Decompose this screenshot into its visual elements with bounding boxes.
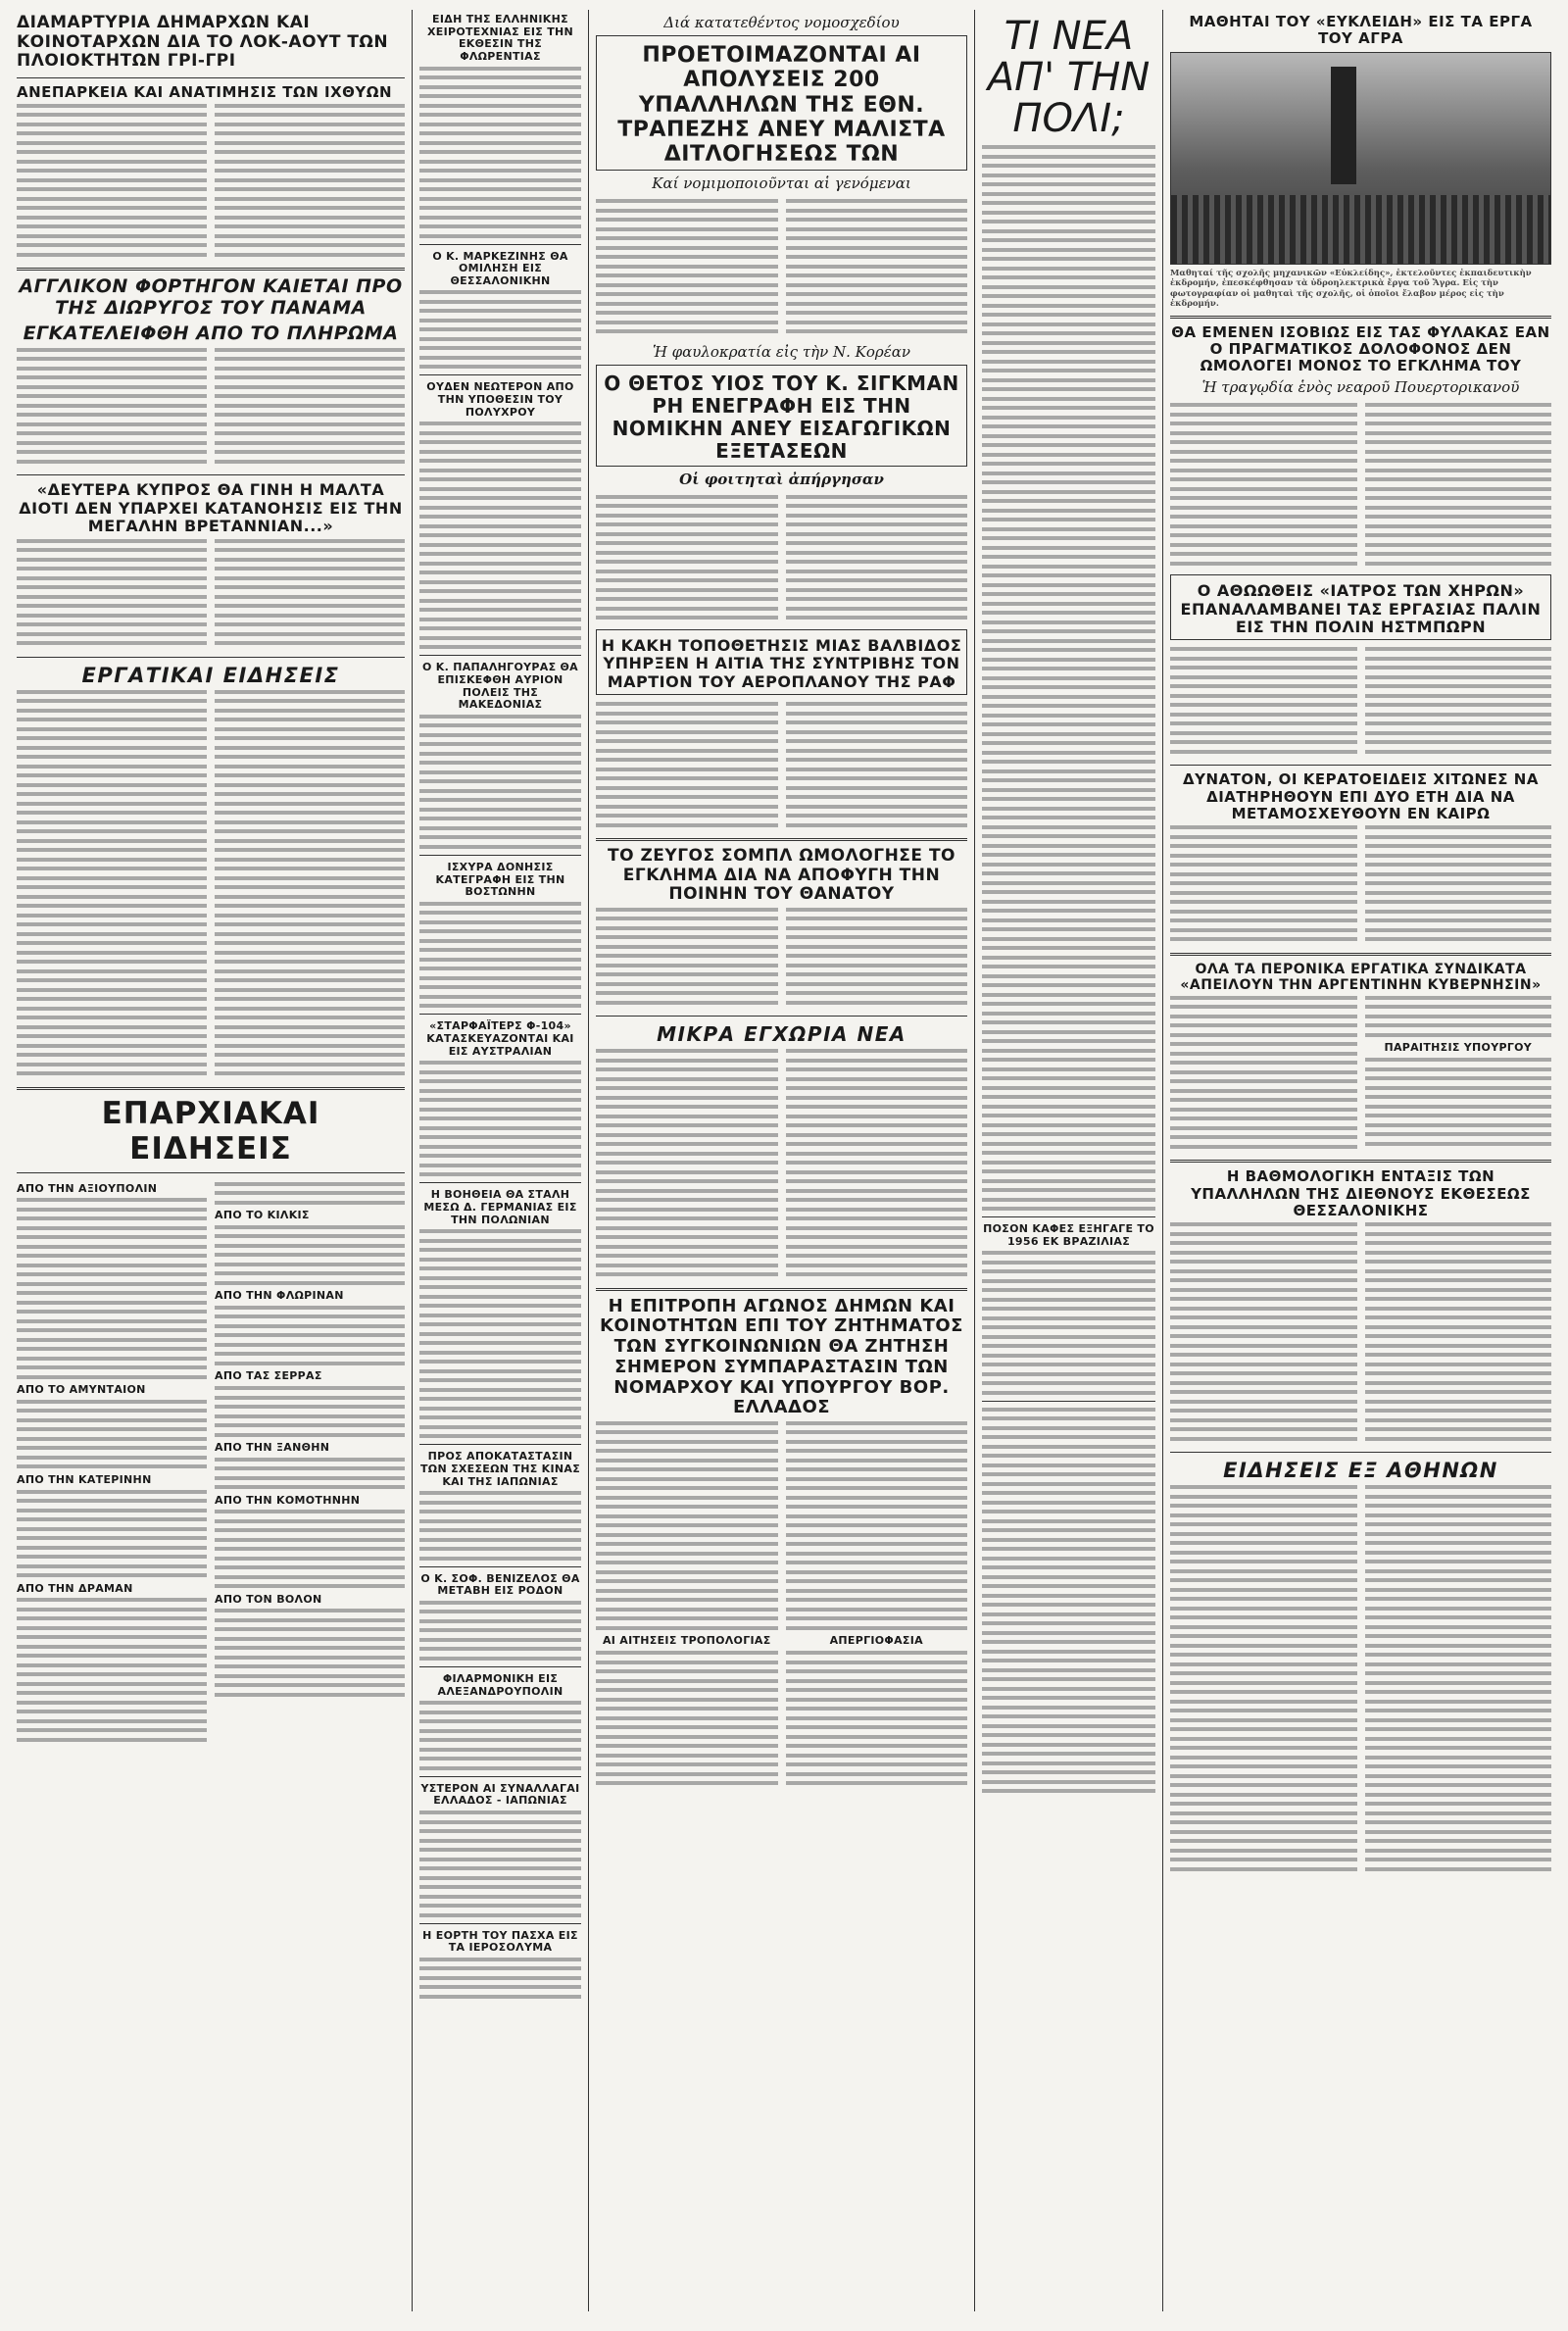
body-text [596, 1651, 778, 1785]
body-text [1365, 1485, 1552, 1876]
body-text [17, 1490, 207, 1578]
body-text [596, 702, 778, 832]
article-peronist-text [1170, 993, 1551, 1155]
body-text [419, 1229, 581, 1438]
body-text [419, 1701, 581, 1770]
deck-puerto-rican: Ἡ τραγῳδία ἑνὸς νεαροῦ Πουερτορικανοῦ [1201, 378, 1520, 397]
body-text [982, 1408, 1155, 1794]
headline-fair-employees: Η ΒΑΘΜΟΛΟΓΙΚΗ ΕΝΤΑΞΙΣ ΤΩΝ ΥΠΑΛΛΗΛΩΝ ΤΗΣ ΔΙΕΘΝΟΥΣ ΕΚΘΕΣΕΩΣ ΘΕΣΣΑΛΟΝΙΚΗΣ [1191, 1167, 1531, 1219]
news-photo [1170, 52, 1551, 265]
headline-transport-committee: Η ΕΠΙΤΡΟΠΗ ΑΓΩΝΟΣ ΔΗΜΩΝ ΚΑΙ ΚΟΙΝΟΤΗΤΩΝ ΕΠΙ ΤΟΥ ΖΗΤΗΜΑΤΟΣ ΤΩΝ ΣΥΓΚΟΙΝΩΝΙΩΝ ΘΑ ΖΗΤΗΣΗ ΣΗΜΕΡΟΝ ΣΥΜΠΑΡΑΣΤΑΣΙΝ ΤΩΝ ΝΟΜΑΡΧΟΥ ΚΑΙ ΥΠΟΥΡΓΟΥ ΒΟΡ. ΕΛΛΑΔΟΣ [600, 1295, 963, 1418]
headline-news-from-the-city: ΤΙ ΝΕΑ ΑΠ' ΤΗΝ ΠΟΛΙ; [987, 14, 1151, 141]
divider [1170, 765, 1551, 766]
divider [419, 655, 581, 656]
body-text [215, 1306, 405, 1365]
divider [17, 1087, 405, 1090]
provincial-left [17, 1179, 207, 1748]
body-text [1170, 1222, 1357, 1446]
prov-heading: ΑΠΟ ΤΗΝ ΞΑΝΘΗΝ [215, 1441, 330, 1455]
body-text [786, 908, 968, 1011]
article-widows-text [1170, 644, 1551, 759]
column-3 [588, 10, 974, 2311]
body-text [419, 715, 581, 849]
divider [1170, 316, 1551, 319]
body-text [17, 1400, 207, 1469]
peronist-right [1365, 993, 1552, 1155]
headline-box-bank-layoffs [596, 35, 967, 171]
body-text [215, 1458, 405, 1490]
subhead-fish-prices: ΑΝΕΠΑΡΚΕΙΑ ΚΑΙ ΑΝΑΤΙΜΗΣΙΣ ΤΩΝ ΙΧΘΥΩΝ [17, 82, 393, 101]
headline-rhee-son: Ο ΘΕΤΟΣ ΥΙΟΣ ΤΟΥ Κ. ΣΙΓΚΜΑΝ ΡΗ ΕΝΕΓΡΑΦΗ ΕΙΣ ΤΗΝ ΝΟΜΙΚΗΝ ΑΝΕΥ ΕΙΣΑΓΩΓΙΚΩΝ ΕΞΕΤΑΣΕΩΝ [604, 371, 959, 463]
body-text [215, 1225, 405, 1285]
headline-easter-jerusalem: Η ΕΟΡΤΗ ΤΟΥ ΠΑΣΧΑ ΕΙΣ ΤΑ ΙΕΡΟΣΟΛΥΜΑ [422, 1928, 578, 1955]
headline-sobel-couple: ΤΟ ΖΕΥΓΟΣ ΣΟΜΠΛ ΩΜΟΛΟΓΗΣΕ ΤΟ ΕΓΚΛΗΜΑ ΔΙΑ ΝΑ ΑΠΟΦΥΓΗ ΤΗΝ ΠΟΙΝΗΝ ΤΟΥ ΘΑΝΑΤΟΥ [608, 846, 956, 905]
body-text [419, 422, 581, 649]
article-labour-text [17, 687, 405, 1081]
divider [596, 1016, 967, 1017]
article-sobel-text [596, 905, 967, 1011]
headline-bank-layoffs: ΠΡΟΕΤΟΙΜΑΖΟΝΤΑΙ ΑΙ ΑΠΟΛΥΣΕΙΣ 200 ΥΠΑΛΛΗΛΩΝ ΤΗΣ ΕΘΝ. ΤΡΑΠΕΖΗΣ ΑΝΕΥ ΜΑΛΙΣΤΑ ΔΙΤΛΟΓΗΣΕΩΣ ΤΩΝ [617, 43, 946, 168]
prov-heading: ΑΠΟ ΤΗΝ ΑΞΙΟΥΠΟΛΙΝ [17, 1181, 158, 1195]
prov-heading: ΑΠΟ ΤΗΝ ΔΡΑΜΑΝ [17, 1581, 133, 1595]
body-text [419, 67, 581, 238]
body-text [1170, 996, 1357, 1155]
prov-heading: ΑΠΟ ΤΟ ΚΙΛΚΙΣ [215, 1209, 310, 1222]
divider [982, 1401, 1155, 1402]
article-rhee-text [596, 492, 967, 625]
divider [596, 1288, 967, 1291]
divider [982, 1216, 1155, 1217]
photo-crowd [1171, 195, 1550, 264]
body-text [1365, 1058, 1552, 1146]
prov-heading: ΑΠΟ ΤΑΣ ΣΕΡΡΑΣ [215, 1369, 322, 1383]
body-text [596, 1421, 778, 1630]
divider [17, 474, 405, 475]
divider [1170, 953, 1551, 956]
article-athens-text [1170, 1482, 1551, 1876]
transport-left [596, 1418, 778, 1791]
headline-cornea: ΔΥΝΑΤΟΝ, ΟΙ ΚΕΡΑΤΟΕΙΔΕΙΣ ΧΙΤΩΝΕΣ ΝΑ ΔΙΑΤΗΡΗΘΟΥΝ ΕΠΙ ΔΥΟ ΕΤΗ ΔΙΑ ΝΑ ΜΕΤΑΜΟΣΧΕΥΘΟΥΝ ΕΝ ΚΑΙΡΩ [1183, 770, 1539, 822]
article-cornea-text [1170, 822, 1551, 947]
body-text [982, 1251, 1155, 1395]
provincial-right [215, 1179, 405, 1748]
body-text [215, 539, 405, 651]
body-text [786, 1421, 968, 1630]
body-text [215, 104, 405, 263]
body-text [1365, 996, 1552, 1037]
headline-venizelos: Ο Κ. ΣΟΦ. ΒΕΝΙΖΕΛΟΣ ΘΑ ΜΕΤΑΒΗ ΕΙΣ ΡΟΔΟΝ [420, 1571, 580, 1598]
body-text [596, 495, 778, 625]
body-text [215, 690, 405, 1081]
body-text [215, 1182, 405, 1205]
body-text [17, 104, 207, 263]
deck-students-strike: Οἱ φοιτηταὶ ἀπήργησαν [679, 470, 884, 488]
prov-heading: ΑΠΟ ΤΗΝ ΚΑΤΕΡΙΝΗΝ [17, 1472, 152, 1486]
divider [419, 1923, 581, 1924]
body-text [215, 1386, 405, 1437]
divider [419, 374, 581, 375]
subhead-minister-resignation: ΠΑΡΑΙΤΗΣΙΣ ΥΠΟΥΡΓΟΥ [1384, 1041, 1533, 1055]
headline-polychrou: ΟΥΔΕΝ ΝΕΩΤΕΡΟΝ ΑΠΟ ΤΗΝ ΥΠΟΘΕΣΙΝ ΤΟΥ ΠΟΛΥΧΡΟΥ [426, 380, 574, 419]
body-text [596, 908, 778, 1011]
body-text [17, 348, 207, 470]
body-text [786, 199, 968, 339]
article-local-news-text [596, 1046, 967, 1282]
body-text [596, 199, 778, 339]
body-text [982, 145, 1155, 1211]
divider [596, 838, 967, 841]
article-valve-text [596, 699, 967, 832]
body-text [215, 1609, 405, 1697]
column-4 [974, 10, 1162, 2311]
headline-philharmonic: ΦΙΛΑΡΜΟΝΙΚΗ ΕΙΣ ΑΛΕΞΑΝΔΡΟΥΠΟΛΙΝ [437, 1671, 564, 1698]
headline-china-japan: ΠΡΟΣ ΑΠΟΚΑΤΑΣΤΑΣΙΝ ΤΩΝ ΣΧΕΣΕΩΝ ΤΗΣ ΚΙΝΑΣ ΚΑΙ ΤΗΣ ΙΑΠΩΝΙΑΣ [419, 1450, 581, 1488]
transport-right [786, 1418, 968, 1791]
body-text [419, 290, 581, 369]
body-text [17, 539, 207, 651]
body-text [419, 1491, 581, 1561]
section-athens-news: ΕΙΔΗΣΕΙΣ ΕΞ ΑΘΗΝΩΝ [1223, 1459, 1498, 1483]
deck-legitimized: Καί νομιμοποιοῦνται αἱ γενόμεναι [652, 174, 911, 193]
divider [419, 1014, 581, 1015]
kicker-bill: Διά κατατεθέντος νομοσχεδίου [663, 14, 900, 31]
body-text [1170, 403, 1357, 570]
headline-box-rhee [596, 365, 967, 467]
prov-heading: ΑΠΟ ΤΗΝ ΦΛΩΡΙΝΑΝ [215, 1289, 344, 1303]
divider [419, 855, 581, 856]
body-text [419, 1958, 581, 1999]
divider [419, 1444, 581, 1445]
headline-peronist-unions: ΟΛΑ ΤΑ ΠΕΡΟΝΙΚΑ ΕΡΓΑΤΙΚΑ ΣΥΝΔΙΚΑΤΑ «ΑΠΕΙΛΟΥΝ ΤΗΝ ΑΡΓΕΝΤΙΝΗΝ ΚΥΒΕΡΝΗΣΙΝ» [1180, 961, 1542, 993]
prov-heading: ΑΠΟ ΤΗΝ ΚΟΜΟΤΗΝΗΝ [215, 1493, 361, 1507]
headline-brazil-coffee: ΠΟΣΟΝ ΚΑΦΕΣ ΕΞΗΓΑΓΕ ΤΟ 1956 ΕΚ ΒΡΑΖΙΛΙΑΣ [983, 1222, 1154, 1248]
divider [419, 1182, 581, 1183]
body-text [1365, 825, 1552, 947]
body-text [1365, 403, 1552, 570]
body-text [596, 1049, 778, 1282]
body-text [786, 1651, 968, 1785]
section-provincial-news: ΕΠΑΡΧΙΑΚΑΙ ΕΙΔΗΣΕΙΣ [101, 1095, 320, 1166]
kicker-korea: Ἡ φαυλοκρατία εἰς τὴν Ν. Κορέαν [652, 342, 911, 361]
headline-boston-quake: ΙΣΧΥΡΑ ΔΟΝΗΣΙΣ ΚΑΤΕΓΡΑΦΗ ΕΙΣ ΤΗΝ ΒΟΣΤΩΝΗΝ [435, 860, 565, 899]
body-text [1365, 1222, 1552, 1446]
article-transport-text [596, 1418, 967, 1791]
body-text [17, 690, 207, 1081]
section-labour-news: ΕΡΓΑΤΙΚΑΙ ΕΙΔΗΣΕΙΣ [81, 663, 340, 687]
body-text [17, 1198, 207, 1379]
article-panama-text [17, 345, 405, 470]
subhead-strike-decision: ΑΠΕΡΓΙΟΦΑΣΙΑ [829, 1634, 923, 1648]
article-bank-text [596, 196, 967, 339]
divider [17, 268, 405, 271]
newspaper-page [10, 10, 1558, 2311]
prov-heading: ΑΠΟ ΤΟ ΑΜΥΝΤΑΙΟΝ [17, 1383, 146, 1397]
headline-handicrafts: ΕΙΔΗ ΤΗΣ ΕΛΛΗΝΙΚΗΣ ΧΕΙΡΟΤΕΧΝΙΑΣ ΕΙΣ ΤΗΝ ΕΚΘΕΣΙΝ ΤΗΣ ΦΛΩΡΕΝΤΙΑΣ [426, 13, 574, 63]
body-text [215, 348, 405, 470]
body-text [1170, 647, 1357, 759]
subhead-amendments: ΑΙ ΑΙΤΗΣΕΙΣ ΤΡΟΠΟΛΟΓΙΑΣ [602, 1634, 771, 1648]
headline-starfighters: «ΣΤΑΡΦΑΪΤΕΡΣ Φ-104» ΚΑΤΑΣΚΕΥΑΖΟΝΤΑΙ ΚΑΙ ΕΙΣ ΑΥΣΤΡΑΛΙΑΝ [426, 1019, 574, 1058]
divider [17, 77, 405, 78]
divider [1170, 1160, 1551, 1163]
headline-malta: «ΔΕΥΤΕΡΑ ΚΥΠΡΟΣ ΘΑ ΓΙΝΗ Η ΜΑΛΤΑ ΔΙΟΤΙ ΔΕΝ ΥΠΑΡΧΕΙ ΚΑΤΑΝΟΗΣΙΣ ΕΙΣ ΤΗΝ ΜΕΓΑΛΗΝ ΒΡΕΤΑΝΝΙΑΝ...» [19, 480, 403, 536]
section-small-local-news: ΜΙΚΡΑ ΕΓΧΩΡΙΑ ΝΕΑ [657, 1022, 906, 1047]
headline-euclid-students: ΜΑΘΗΤΑΙ ΤΟΥ «ΕΥΚΛΕΙΔΗ» ΕΙΣ ΤΑ ΕΡΓΑ ΤΟΥ ΑΓΡΑ [1189, 13, 1533, 48]
article-fair-text [1170, 1219, 1551, 1446]
body-text [786, 495, 968, 625]
article-puerto-rican-text [1170, 400, 1551, 570]
body-text [1365, 647, 1552, 759]
headline-markezinis: Ο Κ. ΜΑΡΚΕΖΙΝΗΣ ΘΑ ΟΜΙΛΗΣΗ ΕΙΣ ΘΕΣΣΑΛΟΝΙΚΗΝ [432, 249, 568, 287]
body-text [1170, 825, 1357, 947]
provincial-news-body [17, 1179, 405, 1748]
prov-heading: ΑΠΟ ΤΟΝ ΒΟΛΟΝ [215, 1592, 322, 1606]
photo-tower [1331, 67, 1356, 184]
divider [419, 1776, 581, 1777]
article-malta-text [17, 536, 405, 651]
headline-mayors-protest: ΔΙΑΜΑΡΤΥΡΙΑ ΔΗΜΑΡΧΩΝ ΚΑΙ ΚΟΙΝΟΤΑΡΧΩΝ ΔΙΑ ΤΟ ΛΟΚ-ΑΟΥΤ ΤΩΝ ΠΛΟΙΟΚΤΗΤΩΝ ΓΡΙ-ΓΡΙ [17, 13, 389, 72]
body-text [419, 1061, 581, 1176]
article-mayors-text [17, 101, 405, 263]
body-text [419, 1601, 581, 1661]
column-2 [412, 10, 588, 2311]
divider [419, 1666, 581, 1667]
body-text [786, 702, 968, 832]
headline-box-widows-doctor [1170, 574, 1551, 640]
headline-panama-ship: ΑΓΓΛΙΚΟΝ ΦΟΡΤΗΓΟΝ ΚΑΙΕΤΑΙ ΠΡΟ ΤΗΣ ΔΙΩΡΥΓΟΣ ΤΟΥ ΠΑΝΑΜΑ [19, 275, 403, 320]
divider [17, 657, 405, 658]
divider [419, 244, 581, 245]
body-text [786, 1049, 968, 1282]
body-text [1170, 1485, 1357, 1876]
body-text [419, 1810, 581, 1917]
divider [17, 1172, 405, 1173]
photo-caption: Μαθηταί τῆς σχολῆς μηχανικῶν «Εὐκλείδης», ἐκτελοῦντες ἐκπαιδευτικὴν ἐκδρομήν, ἐπεσκέφθησαν τὰ ὑδροηλεκτρικὰ ἔργα τοῦ Ἄγρα. Εἰς τὴν φωτογραφίαν οἱ μαθηταὶ τῆς σχολῆς, οἱ ὁποῖοι ἔλαβον μέρος εἰς τὴν ἐκδρομήν. [1170, 268, 1532, 309]
headline-valve-crash: Η ΚΑΚΗ ΤΟΠΟΘΕΤΗΣΙΣ ΜΙΑΣ ΒΑΛΒΙΔΟΣ ΥΠΗΡΞΕΝ Η ΑΙΤΙΑ ΤΗΣ ΣΥΝΤΡΙΒΗΣ ΤΟΝ ΜΑΡΤΙΟΝ ΤΟΥ ΑΕΡΟΠΛΑΝΟΥ ΤΗΣ ΡΑΦ [601, 635, 962, 691]
divider [419, 1566, 581, 1567]
headline-papaligouras: Ο Κ. ΠΑΠΑΛΗΓΟΥΡΑΣ ΘΑ ΕΠΙΣΚΕΦΘΗ ΑΥΡΙΟΝ ΠΟΛΕΙΣ ΤΗΣ ΜΑΚΕΔΟΝΙΑΣ [422, 661, 578, 712]
headline-greece-japan-trade: ΥΣΤΕΡΟΝ ΑΙ ΣΥΝΑΛΛΑΓΑΙ ΕΛΛΑΔΟΣ - ΙΑΠΩΝΙΑΣ [420, 1781, 580, 1808]
body-text [17, 1598, 207, 1742]
headline-poland-aid: Η ΒΟΗΘΕΙΑ ΘΑ ΣΤΑΛΗ ΜΕΣΩ Δ. ΓΕΡΜΑΝΙΑΣ ΕΙΣ ΤΗΝ ΠΟΛΩΝΙΑΝ [423, 1188, 577, 1226]
subhead-crew-abandoned: ΕΓΚΑΤΕΛΕΙΦΘΗ ΑΠΟ ΤΟ ΠΛΗΡΩΜΑ [23, 322, 399, 345]
headline-box-valve [596, 629, 967, 695]
headline-life-sentence: ΘΑ ΕΜΕΝΕΝ ΙΣΟΒΙΩΣ ΕΙΣ ΤΑΣ ΦΥΛΑΚΑΣ ΕΑΝ Ο ΠΡΑΓΜΑΤΙΚΟΣ ΔΟΛΟΦΟΝΟΣ ΔΕΝ ΩΜΟΛΟΓΕΙ ΜΟΝΟΣ ΤΟ ΕΓΚΛΗΜΑ ΤΟΥ [1171, 322, 1550, 374]
body-text [419, 902, 581, 1009]
column-5 [1162, 10, 1558, 2311]
divider [1170, 1452, 1551, 1453]
headline-widows-doctor: Ο ΑΘΩΩΘΕΙΣ «ΙΑΤΡΟΣ ΤΩΝ ΧΗΡΩΝ» ΕΠΑΝΑΛΑΜΒΑΝΕΙ ΤΑΣ ΕΡΓΑΣΙΑΣ ΠΑΛΙΝ ΕΙΣ ΤΗΝ ΠΟΛΙΝ ΗΣΤΜΠΩΡΝ [1180, 581, 1542, 637]
body-text [215, 1510, 405, 1588]
column-1 [10, 10, 412, 2311]
